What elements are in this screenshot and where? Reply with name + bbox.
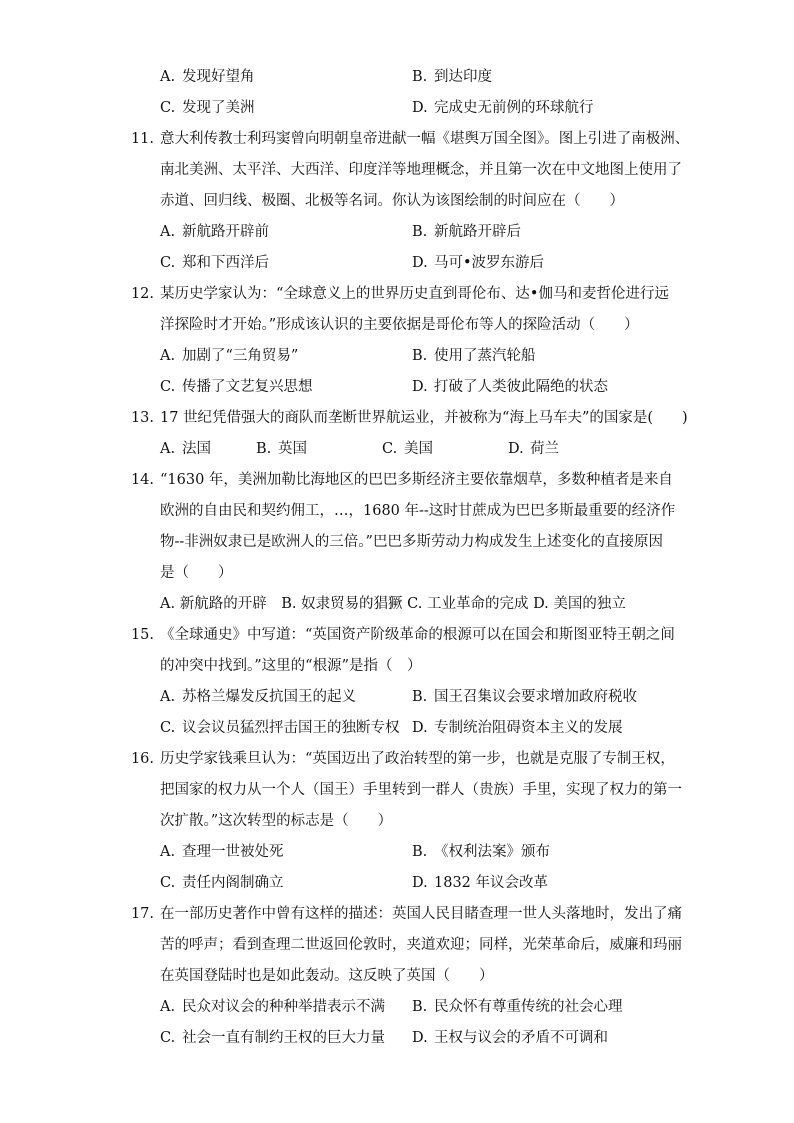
question-17 [130, 899, 682, 1054]
option-c: C. 责任内阁制确立 [160, 875, 284, 891]
question-options [130, 217, 670, 279]
option-d: D. 马可•波罗东游后 [412, 255, 545, 271]
question-number: 11. [130, 131, 154, 147]
option-d: D. 打破了人类彼此隔绝的状态 [412, 379, 608, 395]
question-number: 13. [130, 410, 154, 426]
option-d: D. 专制统治阻碍资本主义的发展 [412, 720, 623, 736]
option-b: B. 民众怀有尊重传统的社会心理 [412, 999, 623, 1015]
option-a: A. 苏格兰爆发反抗国王的起义 [160, 689, 356, 705]
option-b: B. 《权利法案》颁布 [412, 844, 550, 860]
page-content [130, 62, 690, 1054]
option-a: A. 加剧了“三角贸易” [160, 348, 299, 364]
question-13 [130, 403, 688, 465]
question-stem: 某历史学家认为：“全球意义上的世界历史直到哥伦布、达•伽马和麦哲伦进行远 洋探险时才开始。”形成该认识的主要依据是哥伦布等人的探险活动（ ） [160, 286, 669, 333]
question-number: 15. [130, 627, 154, 643]
question-stem: 意大利传教士利玛窦曾向明朝皇帝进献一幅《堪舆万国全图》。图上引进了南极洲、 南北美洲、太平洋、大西洋、印度洋等地理概念，并且第一次在中文地图上使用了 赤道、回归线、极圈、北极等名词。你认为该图绘制的时间应在（ ） [160, 131, 690, 209]
question-stem: “1630 年，美洲加勒比海地区的巴巴多斯经济主要依靠烟草，多数种植者是来自 欧洲的自由民和契约佣工，…，1680 年--这时甘蔗成为巴巴多斯最重要的经济作 物--非洲奴隶已是欧洲人的三倍。”巴巴多斯劳动力构成发生上述变化的直接原因 是（ ） [160, 472, 676, 581]
question-options [130, 434, 670, 465]
question-number: 16. [130, 751, 154, 767]
question-16 [130, 744, 682, 899]
question-15 [130, 620, 675, 744]
option-b: B. 国王召集议会要求增加政府税收 [412, 689, 637, 705]
option-d: D. 荷兰 [508, 441, 559, 457]
option-a: A. 发现好望角 [160, 69, 255, 85]
question-options [130, 682, 670, 744]
option-a: A. 查理一世被处死 [160, 844, 284, 860]
question-12 [130, 279, 670, 403]
option-b: B. 英国 [256, 441, 307, 457]
option-d: D. 1832 年议会改革 [412, 875, 549, 891]
option-c: C. 郑和下西洋后 [160, 255, 269, 271]
option-b: B. 新航路开辟后 [412, 224, 521, 240]
option-b: B. 使用了蒸汽轮船 [412, 348, 536, 364]
question-number: 17. [130, 906, 154, 922]
option-c: C. 传播了文艺复兴思想 [160, 379, 313, 395]
question-stem: 《全球通史》中写道：“英国资产阶级革命的根源可以在国会和斯图亚特王朝之间 的冲突中找到。”这里的“根源”是指（ ） [160, 627, 675, 674]
question-number: 12. [130, 286, 154, 302]
question-options-inline: A. 新航路的开辟 B. 奴隶贸易的猖獗 C. 工业革命的完成 D. 美国的独立 [160, 596, 626, 612]
question-stem: 17 世纪凭借强大的商队而垄断世界航运业，并被称为“海上马车夫”的国家是( ) [160, 410, 688, 426]
option-a: A. 法国 [160, 441, 211, 457]
option-c: C. 社会一直有制约王权的巨大力量 [160, 1030, 385, 1046]
option-a: A. 新航路开辟前 [160, 224, 269, 240]
option-c: C. 发现了美洲 [160, 100, 255, 116]
question-stem: 在一部历史著作中曾有这样的描述：英国人民目睹查理一世人头落地时，发出了痛 苦的呼声；看到查理二世返回伦敦时，夹道欢迎；同样，光荣革命后，威廉和玛丽 在英国登陆时也是如此轰动。这反映了英国（ ） [160, 906, 682, 984]
option-a: A. 民众对议会的种种举措表示不满 [160, 999, 385, 1015]
option-c: C. 美国 [382, 441, 433, 457]
option-d: D. 完成史无前例的环球航行 [412, 100, 594, 116]
option-d: D. 王权与议会的矛盾不可调和 [412, 1030, 608, 1046]
question-options [130, 837, 670, 899]
option-c: C. 议会议员猛烈抨击国王的独断专权 [160, 720, 400, 736]
question-options [130, 341, 670, 403]
question-14 [130, 465, 676, 620]
question-stem: 历史学家钱乘旦认为：“英国迈出了政治转型的第一步，也就是克服了专制王权， 把国家的权力从一个人（国王）手里转到一群人（贵族）手里，实现了权力的第一 次扩散。”这次转型的标志是（ ） [160, 751, 682, 829]
option-b: B. 到达印度 [412, 69, 492, 85]
prev-question-options [130, 62, 670, 124]
question-options [130, 992, 670, 1054]
question-11 [130, 124, 690, 279]
question-number: 14. [130, 472, 154, 488]
